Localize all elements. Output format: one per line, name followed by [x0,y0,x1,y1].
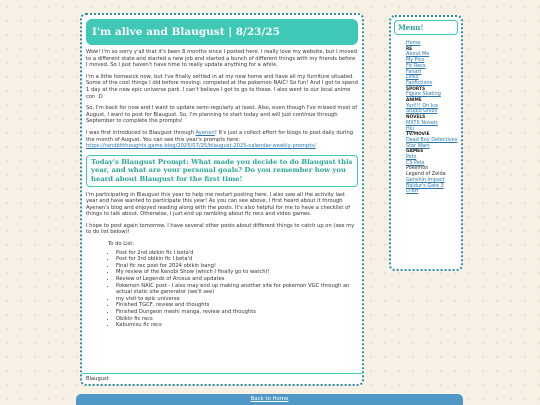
menu-category-games: GAMES [406,149,424,155]
prompts-link[interactable]: https://randbitthoughts.game.blog/2025/07/25/blaugust-2025-calendar-weekly-prompts/ [86,143,316,150]
todo-item: • Finished TGCF, review and thoughts [116,302,358,309]
post-paragraph-1: Wow! I'm so sorry y'all that it's been 8 months since I posted here. I really love my website, but I moved to a different state and started a new job and started a bunch of different things with my friends before I moved. So I just haven't have time to really update anything for a while. [86,49,358,69]
menu-item-fic-recs[interactable]: Fic Recs [406,62,426,69]
menu-item-links[interactable]: Links [406,74,419,81]
post-paragraph-4 [86,130,358,150]
menu-item-about-me[interactable]: About Me [406,51,430,58]
todo-item: • Finished Dungeon meshi manga, review and thoughts [116,309,358,316]
post-panel [80,13,364,386]
todo-item: • Final fic rec post for 2024 obikin bang! [116,263,358,270]
todo-item: • Post for 3rd obikin fic I beta'd [116,256,358,263]
menu-item-baldur-s-gate-3[interactable]: Baldur's Gate 3 [406,182,444,189]
post-tag[interactable]: Blaugust [82,373,362,382]
menu-item-fanfictions[interactable]: Fanfictions [406,79,433,86]
post-paragraph-6: I hope to post again tomorrow. I have several other posts about different things to catch up on (see my to do list below)! [86,222,355,236]
todo-item: • my visit to epic universe [116,296,358,303]
menu-item-home[interactable]: Home [406,40,421,46]
menu-category-anime: ANIME [406,98,422,104]
menu-item-my-pics[interactable]: My Pics [406,57,425,64]
todo-item: • My review of the Kenobi Show (which I finally go to watch)! [116,269,358,276]
menu-item-studio-ghibli[interactable]: Studio Ghibli [406,108,438,115]
todo-item: • Review of Legends of Arceus and updates [116,276,358,283]
sidebar-menu [389,15,463,271]
menu-category-novels: NOVELS [406,115,426,121]
menu-category-sports: SPORTS [406,86,426,92]
prompt-box: Today's Blaugust Prompt: What made you decide to do Blaugust this year, and what are your personal goals? Do you remember how you heard about Blaugust for the first time! [86,155,358,187]
menu-item-star-wars[interactable]: Star Wars [406,142,430,149]
todo-title: To do List: [108,241,135,248]
post-content [82,45,362,329]
menu-title: Menu! [394,20,458,35]
intro-text: I was first introduced to Blaugust through [86,129,196,136]
menu-item-cs-pets[interactable]: CS Pets [406,159,425,166]
menu-category-tv-movie: TV/MOVIE [406,132,430,138]
todo-item: • Obikin fic recs [116,316,358,323]
todo-list [86,250,358,329]
post-title: I'm alive and Blaugust | 8/23/25 [86,19,358,45]
todo-item: • Post for 2nd obikin fic I beta'd [116,250,358,257]
back-to-home-button[interactable]: Back to Home [76,394,463,405]
menu-item-legend-of-zelda: Legend of Zelda [406,171,446,178]
post-paragraph-3: So, I'm back for now and I want to update semi-regularly at least. Also, even though I've missed most of August, I want to post for Blaugust. So, I'm planning to start today and will just continue through September to complete the prompts! [86,105,358,125]
todo-item: • Pokemon NAIC post - I also may end up making another site for pokemon VGC through an actual static site generator (we'll see) [116,283,358,296]
menu-item-petz[interactable]: Petz [406,154,417,161]
menu-item-yuri-on-ice[interactable]: Yuri!!! On Ice [406,102,438,109]
menu-item-genshin-impact[interactable]: Genshin Impact [406,176,445,183]
ayenen-link[interactable]: Ayenen [195,129,215,136]
todo-item: • Kabumisu fic recs [116,322,358,329]
menu-item-mxtx-novels[interactable]: MXTX Novels [406,119,438,126]
menu-item-dead-boy-detectives[interactable]: Dead Boy Detectives [406,136,458,143]
menu-category-re: RE [406,46,413,52]
menu-item-figure-skating[interactable]: Figure Skating [406,91,441,98]
intro-text-cont: ! It's just a collect effort for blogs to post daily during the month of August. You can see this year's prompts here: [86,129,354,143]
post-paragraph-5: I'm participating in Blaugust this year to help me restart posting here. I also saw all the activity last year and have wanted to participate this year! As you can see above, I first heard about it through Ayenen's blog and enjoyed reading along with the posts. It's also helpful for me to have a checklist of things to talk about. Otherwise, I just end up rambling about fic recs and video games. [86,191,351,218]
menu-item-pokemon: Pokemon [406,165,429,172]
menu-item-hlu[interactable]: Hlu [406,125,415,132]
menu-item-d-bh[interactable]: D-BH [406,188,419,195]
post-paragraph-2: I'm a little homesick now, but I've finally settled in at my new home and have all my furniture situated. Some of the cool things I did before moving: competed at the pokemon NAIC! So fun! And I got to spend 1 day at the new epic universe park. I can't believe I got to go to these. I also went to our local anime con :D [86,73,358,100]
menu-list [391,41,461,195]
menu-item-fanart[interactable]: Fanart [406,68,422,75]
